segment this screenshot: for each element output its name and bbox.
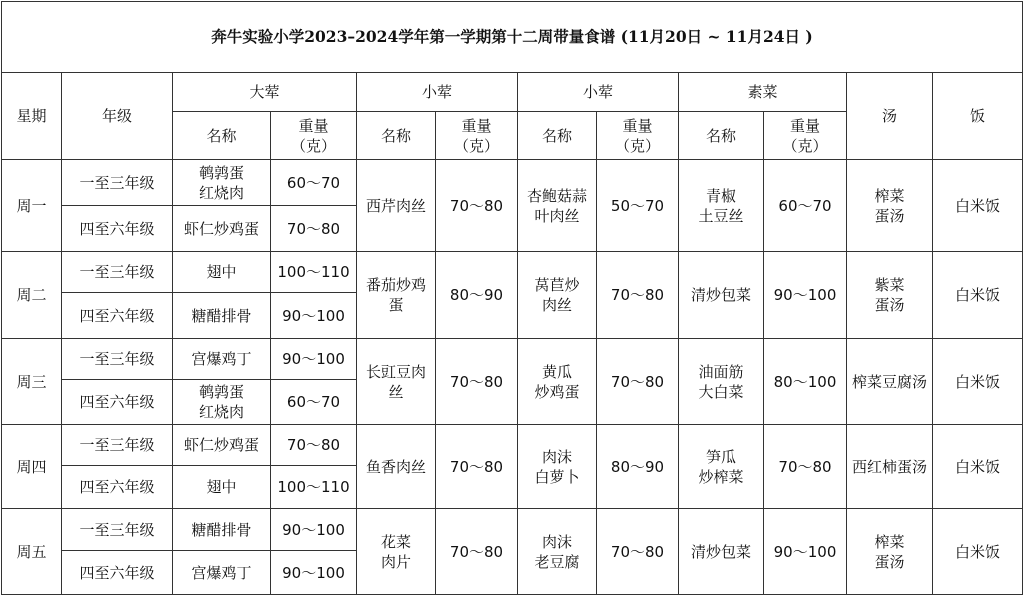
big-meat-name-cell: 糖醋排骨	[173, 293, 271, 339]
title-row	[2, 2, 1023, 73]
vegetable-weight-cell: 70～80	[764, 425, 847, 509]
header-soup: 汤	[847, 73, 933, 160]
small-meat-2-weight-cell: 70～80	[597, 339, 679, 425]
header-vegetable: 素菜	[679, 73, 847, 112]
soup-cell: 榨菜 蛋汤	[847, 160, 933, 252]
big-meat-name-cell: 鹌鹑蛋 红烧肉	[173, 380, 271, 425]
small-meat-1-weight-cell: 70～80	[436, 509, 518, 595]
big-meat-weight-cell: 90～100	[271, 293, 357, 339]
big-meat-weight-cell: 70～80	[271, 206, 357, 252]
small-meat-1-name-cell: 长豇豆肉 丝	[357, 339, 436, 425]
small-meat-2-name-cell: 肉沫 老豆腐	[518, 509, 597, 595]
big-meat-weight-cell: 100～110	[271, 466, 357, 509]
small-meat-2-weight-cell: 80～90	[597, 425, 679, 509]
small-meat-2-weight-cell: 70～80	[597, 509, 679, 595]
grade-cell: 一至三年级	[62, 160, 173, 206]
header-weight: 重量 （克）	[271, 112, 357, 160]
weekday-cell: 周五	[2, 509, 62, 595]
header-rice: 饭	[933, 73, 1023, 160]
small-meat-1-weight-cell: 70～80	[436, 339, 518, 425]
vegetable-name-cell: 青椒 土豆丝	[679, 160, 764, 252]
big-meat-name-cell: 糖醋排骨	[173, 509, 271, 551]
small-meat-1-weight-cell: 80～90	[436, 252, 518, 339]
vegetable-weight-cell: 90～100	[764, 252, 847, 339]
grade-cell: 一至三年级	[62, 252, 173, 293]
small-meat-2-name-cell: 莴苣炒 肉丝	[518, 252, 597, 339]
big-meat-name-cell: 鹌鹑蛋 红烧肉	[173, 160, 271, 206]
header-weekday: 星期	[2, 73, 62, 160]
small-meat-2-weight-cell: 70～80	[597, 252, 679, 339]
small-meat-2-name-cell: 杏鲍菇蒜 叶肉丝	[518, 160, 597, 252]
header-name: 名称	[679, 112, 764, 160]
menu-sheet	[1, 1, 1022, 595]
vegetable-name-cell: 清炒包菜	[679, 509, 764, 595]
small-meat-1-name-cell: 花菜 肉片	[357, 509, 436, 595]
soup-cell: 榨菜 蛋汤	[847, 509, 933, 595]
table-row	[2, 339, 1023, 380]
grade-cell: 一至三年级	[62, 509, 173, 551]
small-meat-2-name-cell: 黄瓜 炒鸡蛋	[518, 339, 597, 425]
small-meat-1-name-cell: 西芹肉丝	[357, 160, 436, 252]
big-meat-weight-cell: 90～100	[271, 509, 357, 551]
big-meat-weight-cell: 70～80	[271, 425, 357, 466]
header-weight: 重量 （克）	[597, 112, 679, 160]
header-grade: 年级	[62, 73, 173, 160]
big-meat-weight-cell: 60～70	[271, 160, 357, 206]
header-name: 名称	[173, 112, 271, 160]
menu-table	[1, 1, 1023, 595]
small-meat-2-weight-cell: 50～70	[597, 160, 679, 252]
page-title: 奔牛实验小学2023–2024学年第一学期第十二周带量食谱 (11月20日 ~ 11月24日 )	[2, 2, 1023, 73]
rice-cell: 白米饭	[933, 339, 1023, 425]
grade-cell: 四至六年级	[62, 380, 173, 425]
header-small-meat-2: 小荤	[518, 73, 679, 112]
soup-cell: 西红柿蛋汤	[847, 425, 933, 509]
big-meat-name-cell: 虾仁炒鸡蛋	[173, 425, 271, 466]
vegetable-name-cell: 笋瓜 炒榨菜	[679, 425, 764, 509]
rice-cell: 白米饭	[933, 509, 1023, 595]
weekday-cell: 周三	[2, 339, 62, 425]
vegetable-name-cell: 清炒包菜	[679, 252, 764, 339]
grade-cell: 四至六年级	[62, 293, 173, 339]
table-row	[2, 509, 1023, 551]
rice-cell: 白米饭	[933, 160, 1023, 252]
grade-cell: 四至六年级	[62, 551, 173, 595]
weekday-cell: 周一	[2, 160, 62, 252]
weekday-cell: 周四	[2, 425, 62, 509]
small-meat-1-name-cell: 番茄炒鸡蛋	[357, 252, 436, 339]
vegetable-weight-cell: 80～100	[764, 339, 847, 425]
grade-cell: 一至三年级	[62, 339, 173, 380]
big-meat-name-cell: 虾仁炒鸡蛋	[173, 206, 271, 252]
weekday-cell: 周二	[2, 252, 62, 339]
header-name: 名称	[357, 112, 436, 160]
header-small-meat-1: 小荤	[357, 73, 518, 112]
vegetable-name-cell: 油面筋 大白菜	[679, 339, 764, 425]
soup-cell: 紫菜 蛋汤	[847, 252, 933, 339]
small-meat-1-weight-cell: 70～80	[436, 425, 518, 509]
grade-cell: 一至三年级	[62, 425, 173, 466]
vegetable-weight-cell: 60～70	[764, 160, 847, 252]
header-row-1	[2, 73, 1023, 112]
big-meat-name-cell: 宫爆鸡丁	[173, 339, 271, 380]
big-meat-weight-cell: 90～100	[271, 551, 357, 595]
grade-cell: 四至六年级	[62, 206, 173, 252]
header-big-meat: 大荤	[173, 73, 357, 112]
big-meat-weight-cell: 100～110	[271, 252, 357, 293]
rice-cell: 白米饭	[933, 425, 1023, 509]
table-row	[2, 252, 1023, 293]
table-row	[2, 425, 1023, 466]
header-weight: 重量 （克）	[436, 112, 518, 160]
big-meat-name-cell: 翅中	[173, 466, 271, 509]
small-meat-2-name-cell: 肉沫 白萝卜	[518, 425, 597, 509]
soup-cell: 榨菜豆腐汤	[847, 339, 933, 425]
big-meat-weight-cell: 60～70	[271, 380, 357, 425]
small-meat-1-name-cell: 鱼香肉丝	[357, 425, 436, 509]
big-meat-weight-cell: 90～100	[271, 339, 357, 380]
header-name: 名称	[518, 112, 597, 160]
big-meat-name-cell: 宫爆鸡丁	[173, 551, 271, 595]
small-meat-1-weight-cell: 70～80	[436, 160, 518, 252]
table-row	[2, 160, 1023, 206]
big-meat-name-cell: 翅中	[173, 252, 271, 293]
rice-cell: 白米饭	[933, 252, 1023, 339]
grade-cell: 四至六年级	[62, 466, 173, 509]
header-weight: 重量 （克）	[764, 112, 847, 160]
vegetable-weight-cell: 90～100	[764, 509, 847, 595]
